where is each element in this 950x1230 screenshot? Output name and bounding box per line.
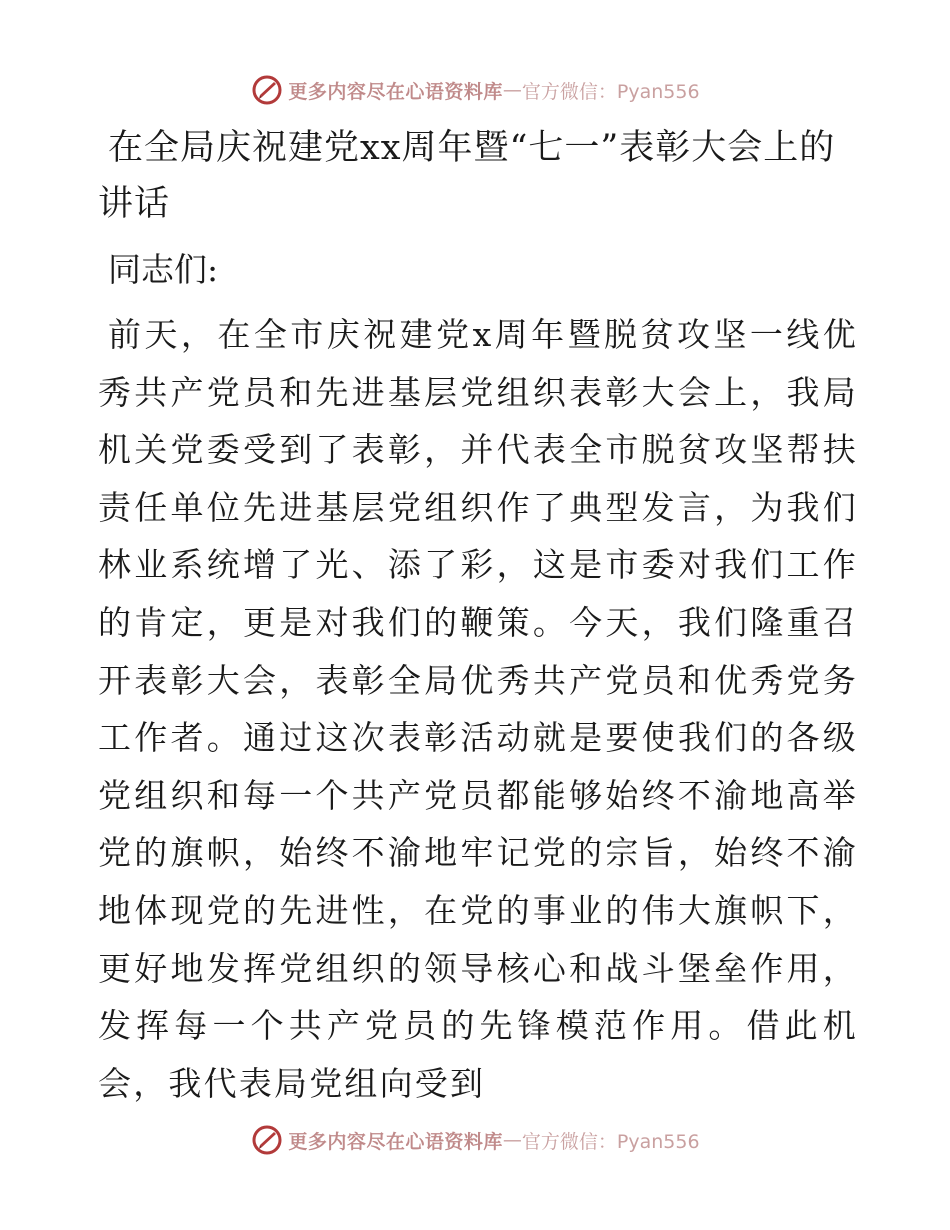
logo-icon <box>250 1123 284 1157</box>
logo-icon <box>250 73 284 107</box>
watermark-brand: 更多内容尽在心语资料库 <box>288 1130 503 1153</box>
watermark-header <box>0 70 950 110</box>
document-title: 在全局庆祝建党xx周年暨“七一”表彰大会上的讲话 <box>98 128 836 224</box>
document-paragraph: 前天，在全市庆祝建党x周年暨脱贫攻坚一线优秀共产党员和先进基层党组织表彰大会上，我局机关党委受到了表彰，并代表全市脱贫攻坚帮扶责任单位先进基层党组织作了典型发言，为我们林业系统增了光、添了彩，这是市委对我们工作的肯定，更是对我们的鞭策。今天，我们隆重召开表彰大会，表彰全局优秀共产党员和优秀党务工作者。通过这次表彰活动就是要使我们的各级党组织和每一个共产党员都能够始终不渝地高举党的旗帜，始终不渝地牢记党的宗旨，始终不渝地体现党的先进性，在党的事业的伟大旗帜下，更好地发挥党组织的领导核心和战斗堡垒作用，发挥每一个共产党员的先锋模范作用。借此机会，我代表局党组向受到 <box>98 315 858 1103</box>
document-greeting: 同志们: <box>108 250 219 289</box>
watermark-brand: 更多内容尽在心语资料库 <box>288 80 503 103</box>
watermark-contact: 官方微信：Pyan556 <box>521 1130 700 1153</box>
watermark-contact: 官方微信：Pyan556 <box>521 80 700 103</box>
watermark-footer <box>0 1120 950 1160</box>
document-content <box>98 120 858 1112</box>
watermark-separator: — <box>502 1129 522 1151</box>
watermark-separator: — <box>502 79 522 101</box>
